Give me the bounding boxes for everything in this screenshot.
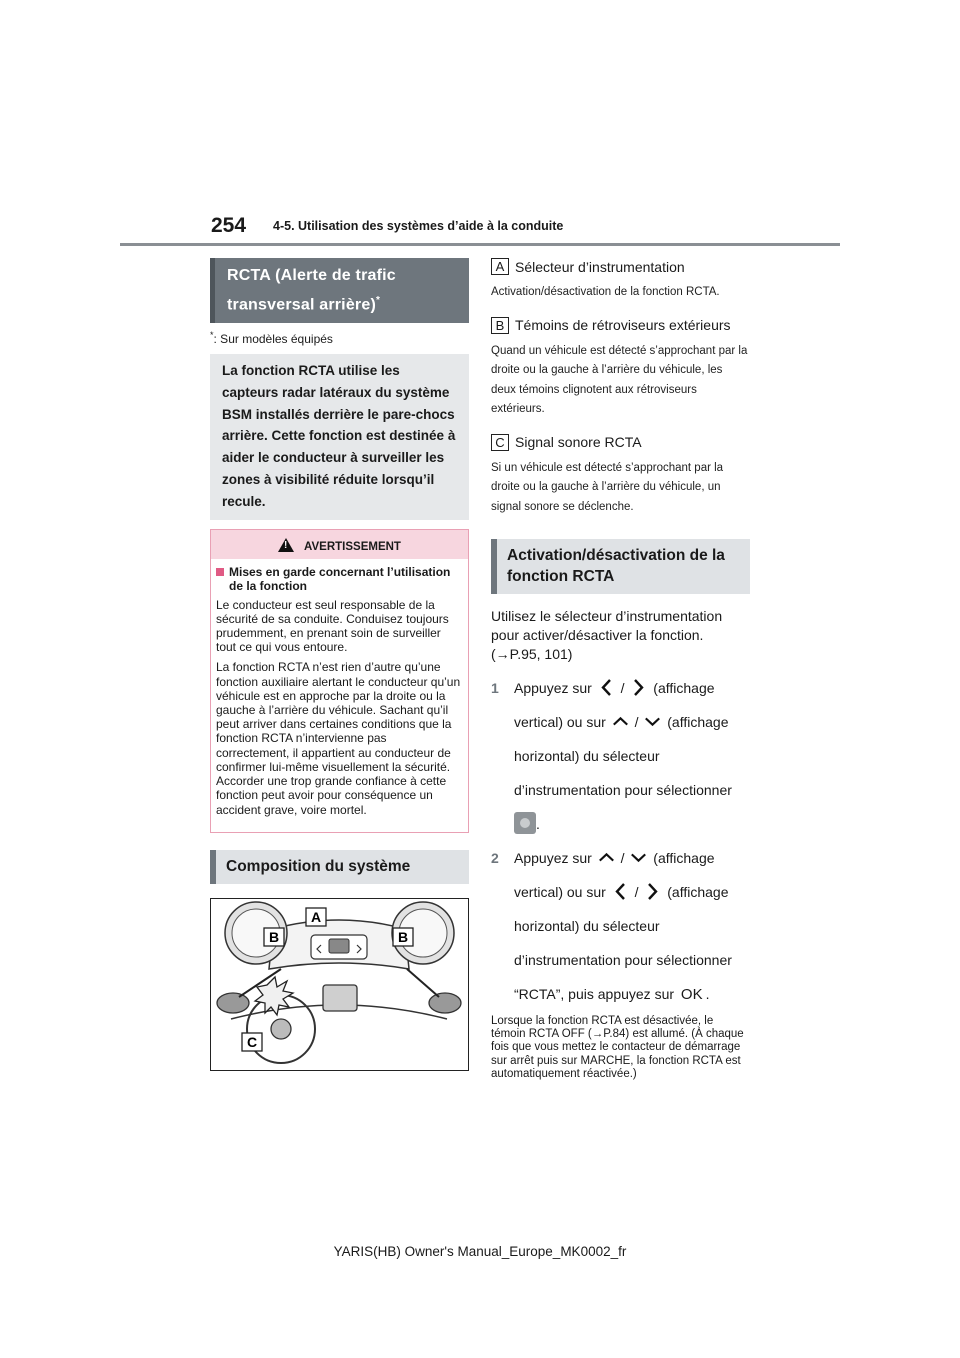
- composition-heading: Composition du système: [210, 850, 469, 884]
- chevron-right-icon: [644, 882, 661, 901]
- label-a: A: [310, 908, 322, 925]
- chevron-left-icon: [612, 882, 629, 901]
- chevron-up-icon: [598, 848, 615, 867]
- warning-subtitle: Mises en garde concernant l’utilisation de la fonction: [216, 565, 463, 593]
- letter-box-c: C: [491, 434, 509, 451]
- item-b-title: B Témoins de rétroviseurs extérieurs: [491, 317, 750, 334]
- warning-box: [210, 529, 469, 832]
- step-number: 2: [491, 850, 499, 866]
- warning-paragraph: La fonction RCTA n’est rien d’autre qu’une fonction auxiliaire alertant le conducteur qu’un véhicule est en approche par la droite ou la gauche à l’arrière du véhicule. Sachant qu’il peut arriver dans certaines conditions que la fonction RCTA n’intervienne pas correctement, il appartient au conducteur de confirmer lui-même visuellement la sécurité. Accorder une trop grande confiance à cette fonction peut avoir pour conséquence un accident grave, voire mortel.: [216, 660, 461, 817]
- right-column: [491, 258, 750, 1081]
- warning-paragraph: Le conducteur est seul responsable de la sécurité de sa conduite. Conduisez toujours prudemment, en prenant soin de surveiller tout ce qui vous entoure.: [216, 597, 449, 655]
- label-b-left: B: [268, 928, 280, 945]
- page-number: 254: [211, 214, 247, 237]
- letter-box-b: B: [491, 317, 509, 334]
- warning-body: [211, 559, 468, 831]
- section-title: 4-5. Utilisation des systèmes d’aide à la conduite: [273, 219, 564, 233]
- footer-text: YARIS(HB) Owner's Manual_Europe_MK0002_fr: [333, 1244, 627, 1259]
- item-c-desc: Si un véhicule est détecté s’approchant par la droite ou la gauche à l’arrière du véhicule, un signal sonore se déclenche.: [491, 461, 724, 513]
- system-illustration: [210, 898, 469, 1071]
- activation-intro: Utilisez le sélecteur d’instrumentation pour activer/désactiver la fonction. (→P.95, 101): [491, 608, 723, 662]
- step-text: Appuyez sur / (affichage vertical) ou sur / (affichage horizontal) du sélecteur d’instrumentation pour sélectionner “RCTA”, puis appuyez sur OK .: [514, 841, 750, 1012]
- chevron-down-icon: [630, 848, 647, 867]
- intro-box: La fonction RCTA utilise les capteurs radar latéraux du système BSM installés derrière le pare-chocs arrière. Cette fonction est destinée à aider le conducteur à surveiller les zones à visibilité réduite lorsqu’il recule.: [210, 354, 469, 520]
- label-b-right: B: [397, 928, 409, 945]
- step-text: Appuyez sur / (affichage vertical) ou sur / (affichage horizontal) du sélecteur d’instrumentation pour sélectionner .: [514, 680, 732, 832]
- note-text: Lorsque la fonction RCTA est désactivée, le témoin RCTA OFF (→P.84) est allumé. (À chaque fois que vous mettez le contacteur de démarrage sur arrêt puis sur MARCHE, la fonction RCTA est automatiquement réactivée.): [491, 1015, 744, 1080]
- ok-button-icon: OK: [680, 986, 703, 1003]
- chevron-down-icon: [644, 712, 661, 731]
- chevron-right-icon: [630, 678, 647, 697]
- warning-header: !AVERTISSEMENT: [211, 530, 468, 559]
- item-c-title: C Signal sonore RCTA: [491, 434, 750, 451]
- item-b-desc: Quand un véhicule est détecté s’approchant par la droite ou la gauche à l’arrière du véhicule, les deux témoins clignotent aux rétroviseurs extérieurs.: [491, 344, 748, 415]
- square-bullet-icon: [216, 568, 224, 576]
- chevron-up-icon: [612, 712, 629, 731]
- main-section-heading: [210, 258, 469, 323]
- step-2: [491, 841, 750, 1012]
- label-c: C: [246, 1033, 258, 1050]
- chevron-left-icon: [598, 678, 615, 697]
- item-a-title: A Sélecteur d’instrumentation: [491, 258, 750, 275]
- step-number: 1: [491, 680, 499, 696]
- letter-box-a: A: [491, 258, 509, 275]
- main-title-line2: transversal arrière)*: [227, 295, 381, 314]
- left-column: [210, 258, 469, 1071]
- footnote: *: Sur modèles équipés: [210, 330, 333, 347]
- header-rule: [120, 243, 840, 246]
- step-1: [491, 671, 750, 841]
- main-title-line1: RCTA (Alerte de trafic: [227, 267, 396, 284]
- warning-triangle-icon: [278, 538, 294, 552]
- settings-gear-icon: [514, 812, 536, 834]
- activation-heading: Activation/désactivation de la fonction RCTA: [491, 539, 750, 594]
- item-a-desc: Activation/désactivation de la fonction RCTA.: [491, 286, 720, 298]
